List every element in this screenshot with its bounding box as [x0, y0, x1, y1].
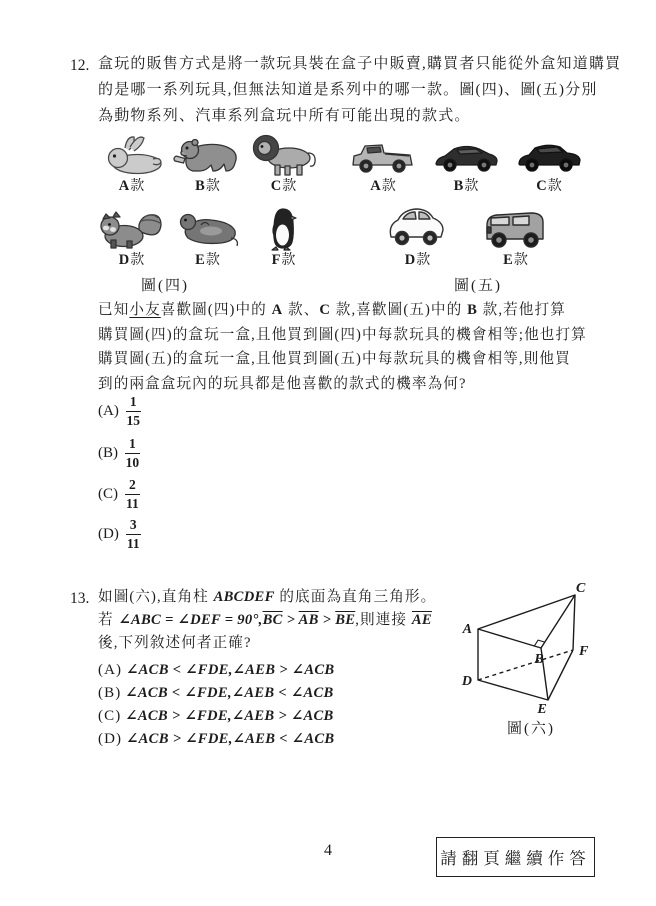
compact-car-icon [383, 199, 453, 251]
q13-stem-line3: 後,下列敘述何者正確? [98, 634, 252, 651]
vertex-label-c: C [576, 581, 586, 596]
page-number: 4 [324, 842, 332, 859]
figure5-item-b [425, 133, 508, 195]
figure5-label-c: C款 [536, 178, 563, 194]
sports-car-icon [432, 133, 502, 177]
q12-para2-line1: 已知小友喜歡圖(四)中的 A 款、C 款,喜歡圖(五)中的 B 款,若他打算 [98, 302, 566, 318]
figure4-label-d: D款 [118, 252, 146, 268]
q13-option-d: (D) ∠ACB > ∠FDE,∠AEB < ∠ACB [98, 730, 335, 747]
figure4-item-f [246, 199, 322, 269]
q12-option-a: (A) $\frac{1}{15}$ [98, 393, 140, 428]
figure4-label-f: F款 [271, 252, 297, 268]
q13-number: 13. [70, 590, 90, 607]
figure4-item-e [170, 199, 246, 269]
pickup-truck-icon [349, 133, 419, 177]
suv-icon [481, 199, 551, 251]
turn-page-text: 請翻頁繼續作答 [440, 849, 591, 868]
figure5-label-e: E款 [503, 252, 529, 268]
figure4-label-e: E款 [195, 252, 221, 268]
figure-4-caption: 圖(四) [141, 278, 189, 294]
figure-6-caption: 圖(六) [507, 721, 555, 737]
figure-5-caption: 圖(五) [454, 278, 502, 294]
figure5-item-d [373, 199, 463, 269]
fraction: $\frac{1}{15}$ [126, 393, 140, 428]
underlined-name: 小友 [129, 302, 161, 318]
figure5-label-b: B款 [453, 178, 480, 194]
q12-para2-line4: 到的兩盒盒玩內的玩具都是他喜歡的款式的機率為何? [98, 375, 467, 392]
figure4-item-b [170, 133, 246, 195]
fraction: $\frac{3}{11}$ [126, 516, 140, 551]
vertex-label-f: F [579, 644, 589, 659]
q12-para2-line3: 購買圖(五)的盒玩一盒,且他買到圖(五)中每款玩具的機會相等,則他買 [98, 351, 571, 367]
otter-icon [173, 199, 243, 251]
q13-option-a: (A) ∠ACB < ∠FDE,∠AEB > ∠ACB [98, 662, 335, 679]
figure4-item-d [94, 199, 170, 269]
lion-icon [249, 133, 319, 177]
figure4-label-b: B款 [195, 178, 221, 194]
q12-number: 12. [70, 57, 90, 74]
vertex-label-e: E [537, 702, 547, 716]
q12-option-c: (C) $\frac{2}{11}$ [98, 476, 139, 511]
q13-stem-line2: 若 ∠ABC = ∠DEF = $90^\circ,\overline{BC} > \overline{AB} > \overline{BE}$,則連接 $\overline{AE}$ [98, 611, 432, 628]
q13-option-b: (B) ∠ACB < ∠FDE,∠AEB < ∠ACB [98, 685, 334, 702]
q12-paragraph2 [98, 298, 610, 396]
sedan-icon [515, 133, 585, 177]
fraction: $\frac{1}{10}$ [125, 435, 140, 470]
penguin-icon [249, 199, 319, 251]
q13-option-c: (C) ∠ACB > ∠FDE,∠AEB > ∠ACB [98, 707, 334, 724]
q12-para2-line2: 購買圖(四)的盒玩一盒,且他買到圖(四)中每款玩具的機會相等;他也打算 [98, 326, 587, 343]
prism-drawing [450, 580, 606, 716]
q12-option-b: (B) $\frac{1}{10}$ [98, 435, 140, 470]
q12-stem-line1: 盒玩的販售方式是將一款玩具裝在盒子中販賣,購買者只能從外盒知道購買 [98, 56, 622, 72]
vertex-label-d: D [461, 674, 472, 689]
figure5-label-d: D款 [404, 252, 432, 268]
figure5-item-a [342, 133, 425, 195]
figure-6 [450, 580, 606, 716]
turn-page-box [436, 837, 595, 877]
q12-stem-line2: 的是哪一系列玩具,但無法知道是系列中的哪一款。圖(四)、圖(五)分別 [98, 82, 598, 98]
fraction: $\frac{2}{11}$ [125, 476, 139, 511]
q13-block [98, 586, 470, 751]
figure5-item-c [508, 133, 591, 195]
q13-stem-line1: 如圖(六),直角柱 ABCDEF 的底面為直角三角形。 [98, 589, 437, 605]
figure-5 [342, 133, 592, 269]
q12-option-d: (D) $\frac{3}{11}$ [98, 516, 140, 551]
vertex-label-a: A [462, 622, 472, 637]
bear-icon [173, 133, 243, 177]
figure4-item-c [246, 133, 322, 195]
figure4-label-a: A款 [118, 178, 146, 194]
rabbit-icon [97, 133, 167, 177]
vertex-label-b: B [534, 652, 544, 667]
figure-4 [94, 133, 322, 269]
figure5-label-a: A款 [370, 178, 397, 194]
q12-stem [98, 51, 622, 129]
figure4-item-a [94, 133, 170, 195]
red-panda-icon [97, 199, 167, 251]
figure4-label-c: C款 [270, 178, 298, 194]
figure5-item-e [471, 199, 561, 269]
q12-stem-line3: 為動物系列、汽車系列盒玩中所有可能出現的款式。 [98, 108, 471, 124]
